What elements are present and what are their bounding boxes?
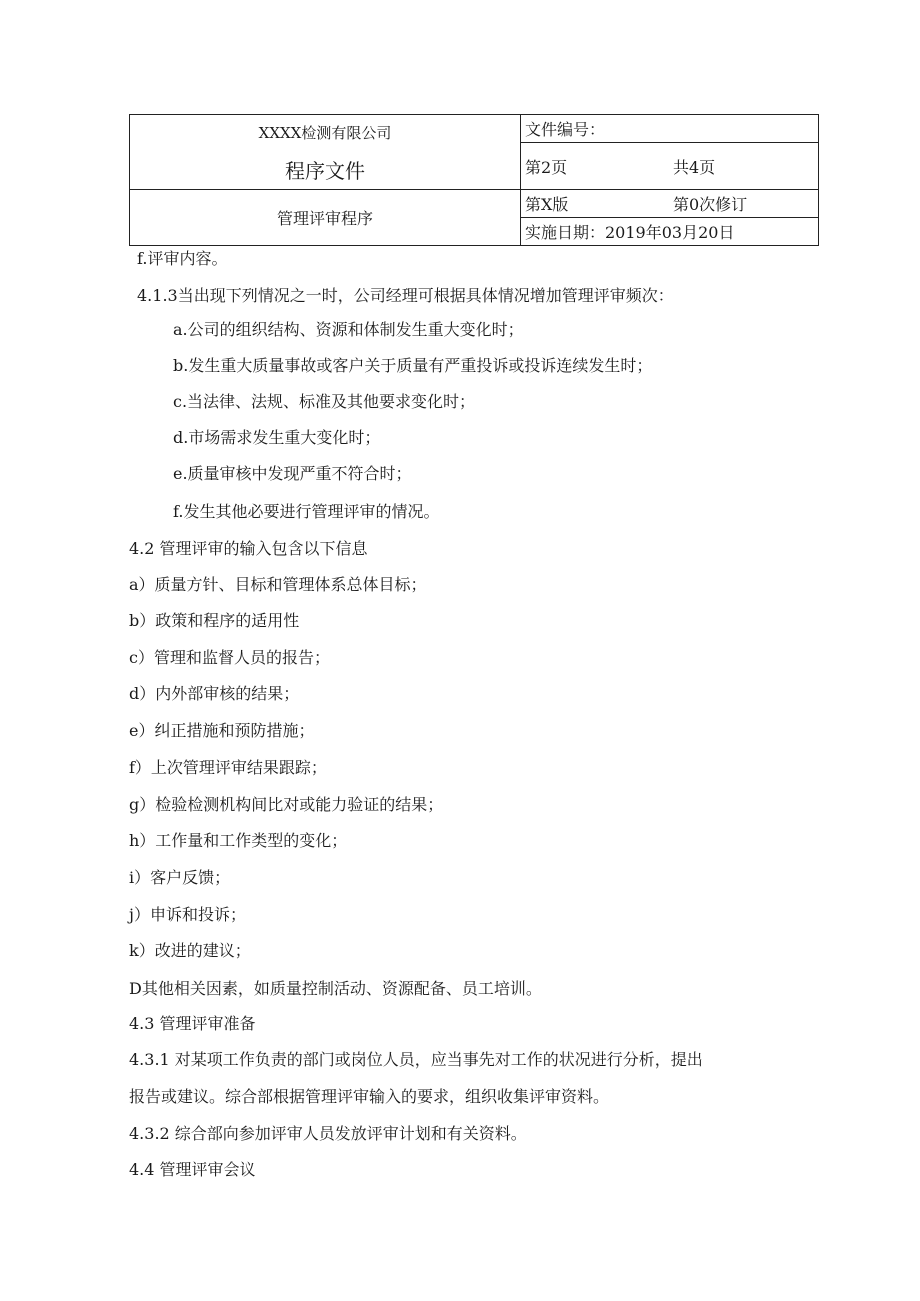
body-line: f.发生其他必要进行管理评审的情况。	[173, 502, 440, 521]
body-line: 报告或建议。综合部根据管理评审输入的要求，组织收集评审资料。	[129, 1087, 610, 1106]
page-number: 第2页	[525, 157, 568, 177]
body-line: 4.3.1 对某项工作负责的部门或岗位人员，应当事先对工作的状况进行分析，提出	[129, 1050, 703, 1069]
body-line: d.市场需求发生重大变化时；	[173, 428, 381, 447]
section-heading: 4.4 管理评审会议	[129, 1160, 256, 1179]
body-line: g）检验检测机构间比对或能力验证的结果；	[129, 795, 444, 814]
page-info-cell	[521, 143, 819, 190]
body-line: a.公司的组织结构、资源和体制发生重大变化时；	[173, 320, 524, 339]
document-title: 管理评审程序	[130, 190, 521, 246]
body-line: k）改进的建议；	[129, 941, 251, 960]
effective-date: 实施日期：2019年03月20日	[525, 223, 735, 242]
body-line: h）工作量和工作类型的变化；	[129, 831, 348, 850]
section-heading: 4.2 管理评审的输入包含以下信息	[129, 539, 368, 558]
body-line: 4.1.3当出现下列情况之一时，公司经理可根据具体情况增加管理评审频次：	[137, 286, 674, 305]
body-line: D其他相关因素，如质量控制活动、资源配备、员工培训。	[129, 979, 542, 998]
body-line: i）客户反馈；	[129, 868, 231, 887]
body-line: 4.3.2 综合部向参加评审人员发放评审计划和有关资料。	[129, 1124, 527, 1143]
revision-label: 第0次修订	[673, 195, 748, 214]
document-type: 程序文件	[285, 159, 365, 183]
body-line: b）政策和程序的适用性	[129, 611, 300, 630]
body-line: a）质量方针、目标和管理体系总体目标；	[129, 575, 427, 594]
body-line: c.当法律、法规、标准及其他要求变化时；	[173, 392, 476, 411]
body-line: e.质量审核中发现严重不符合时；	[173, 464, 412, 483]
company-name: XXXX检测有限公司	[258, 124, 392, 142]
body-line: f.评审内容。	[137, 249, 228, 268]
version-cell	[521, 190, 819, 218]
body-line: f）上次管理评审结果跟踪；	[129, 758, 327, 777]
body-line: j）申诉和投诉；	[129, 905, 246, 924]
body-line: b.发生重大质量事故或客户关于质量有严重投诉或投诉连续发生时；	[173, 356, 653, 375]
body-line: e）纠正措施和预防措施；	[129, 721, 315, 740]
effective-date-cell	[521, 218, 819, 246]
doc-number-label: 文件编号：	[525, 120, 606, 139]
body-line: c）管理和监督人员的报告；	[129, 648, 330, 667]
total-pages: 共4页	[673, 157, 716, 177]
body-line: d）内外部审核的结果；	[129, 684, 300, 703]
section-heading: 4.3 管理评审准备	[129, 1014, 256, 1033]
document-header-table	[129, 114, 819, 246]
doc-number-cell	[521, 115, 819, 143]
company-doctype-cell	[130, 115, 521, 190]
version-label: 第X版	[525, 195, 569, 214]
